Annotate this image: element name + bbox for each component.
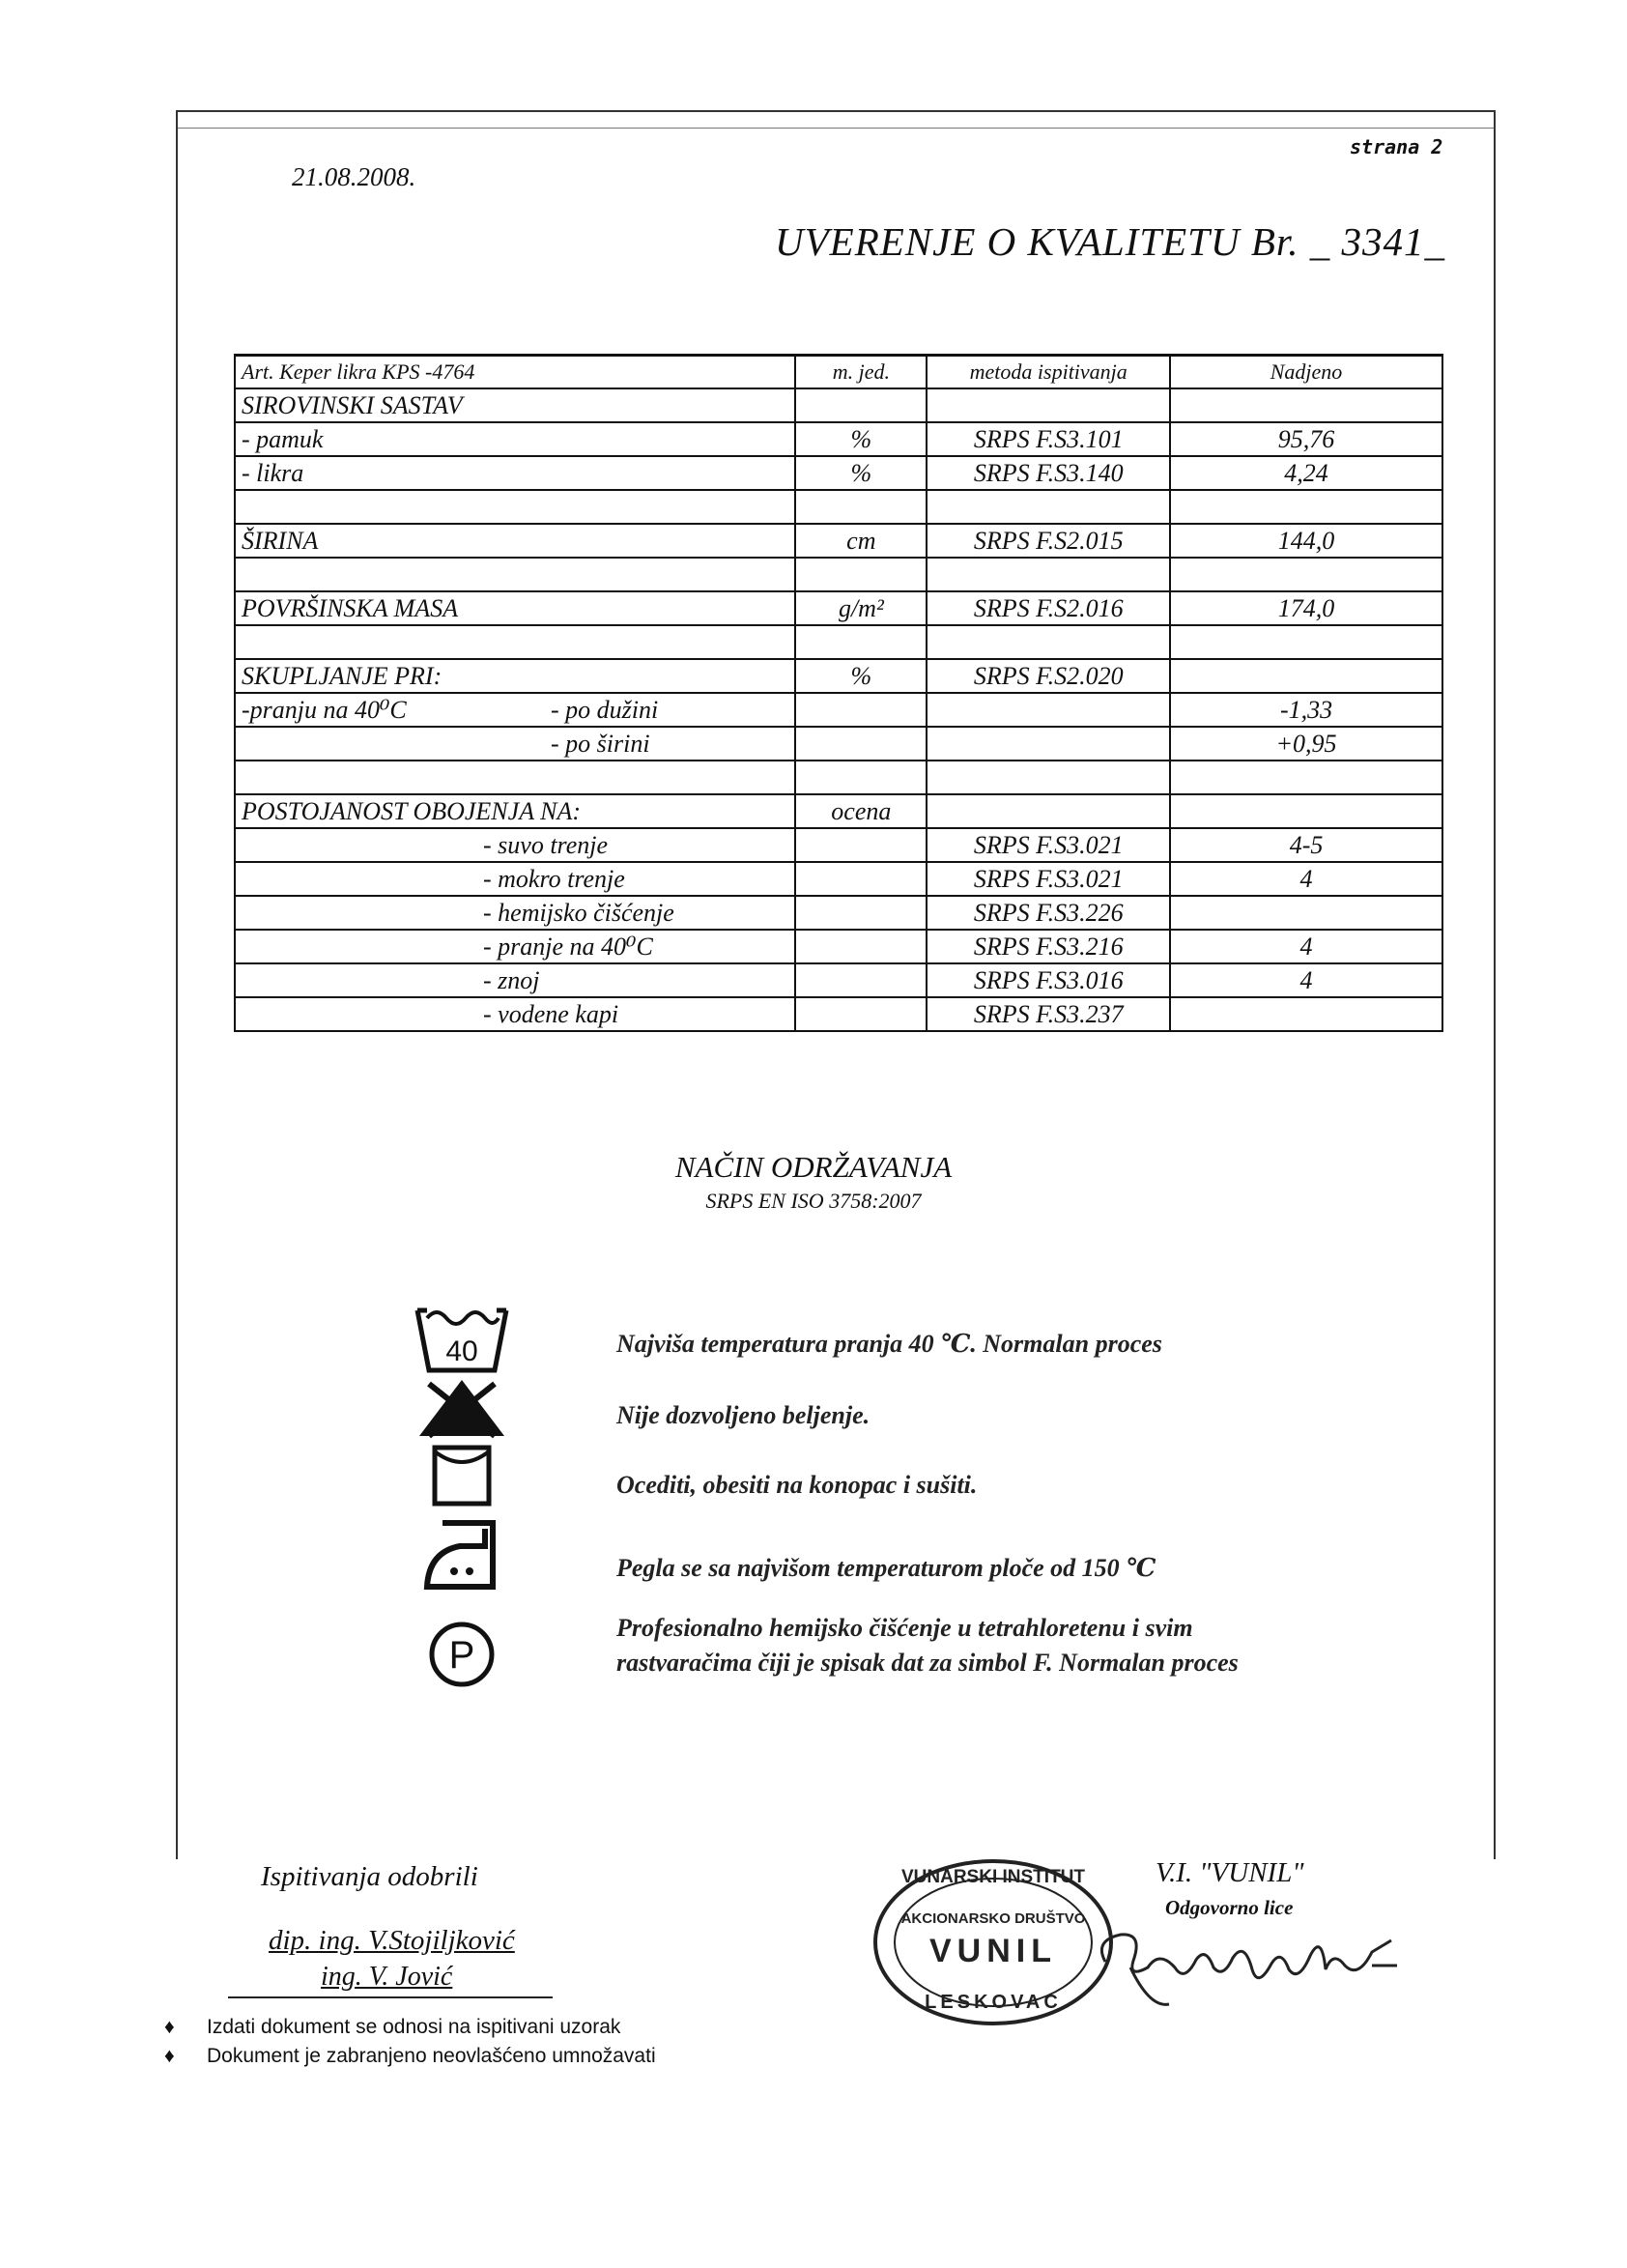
page-frame-top xyxy=(176,110,1496,112)
table-row xyxy=(235,659,1442,693)
row-label: - mokro trenje xyxy=(483,864,625,893)
approver-name-1: dip. ing. V.Stojiljković xyxy=(269,1925,515,1956)
page-frame-left xyxy=(176,110,178,1859)
svg-text:LESKOVAC: LESKOVAC xyxy=(925,1992,1062,2013)
row-method: SRPS F.S3.016 xyxy=(927,963,1170,997)
table-row xyxy=(235,524,1442,558)
organization-name: V.I. "VUNIL" xyxy=(1156,1857,1304,1888)
row-method: SRPS F.S3.237 xyxy=(927,997,1170,1031)
row-sublabel: - po širini xyxy=(551,729,650,758)
table-row-empty xyxy=(235,558,1442,591)
table-row xyxy=(235,828,1442,862)
row-unit: cm xyxy=(795,524,927,558)
care-text-bleach: Nije dozvoljeno beljenje. xyxy=(616,1401,871,1429)
table-row xyxy=(235,963,1442,997)
care-text-dryclean-2: rastvaračima čiji je spisak dat za simbol F. Normalan proces xyxy=(616,1649,1239,1677)
row-label: POVRŠINSKA MASA xyxy=(235,591,795,625)
page-frame-right xyxy=(1494,110,1496,1859)
wash-40-icon xyxy=(414,1306,510,1374)
row-value: 4 xyxy=(1170,862,1442,896)
no-bleach-icon xyxy=(414,1376,510,1440)
svg-text:VUNARSKI INSTITUT: VUNARSKI INSTITUT xyxy=(901,1867,1085,1887)
table-row xyxy=(235,896,1442,930)
table-row xyxy=(235,591,1442,625)
row-value: 144,0 xyxy=(1170,524,1442,558)
note-item: ♦ Dokument je zabranjeno neovlašćeno umnožavati xyxy=(164,2045,656,2067)
approved-by-label: Ispitivanja odobrili xyxy=(261,1861,478,1892)
row-label: - hemijsko čišćenje xyxy=(483,898,674,927)
care-title: NAČIN ODRŽAVANJA xyxy=(674,1150,953,1184)
svg-text:AKCIONARSKO DRUŠTVO: AKCIONARSKO DRUŠTVO xyxy=(900,1910,1086,1927)
header-unit: m. jed. xyxy=(795,356,927,389)
header-method: metoda ispitivanja xyxy=(927,356,1170,389)
handwritten-signature xyxy=(1092,1911,1401,2018)
row-method: SRPS F.S3.216 xyxy=(927,930,1170,963)
table-row xyxy=(235,693,1442,727)
row-label: - vodene kapi xyxy=(483,999,619,1028)
company-stamp xyxy=(868,1853,1119,2031)
line-dry-icon xyxy=(414,1444,510,1507)
row-label: - suvo trenje xyxy=(483,830,608,859)
signature-line xyxy=(228,1996,553,1998)
table-row xyxy=(235,997,1442,1031)
row-method: SRPS F.S3.021 xyxy=(927,862,1170,896)
row-label: POSTOJANOST OBOJENJA NA: xyxy=(235,794,795,828)
note-item: ♦ Izdati dokument se odnosi na ispitivani uzorak xyxy=(164,2016,621,2038)
header-article: Art. Keper likra KPS -4764 xyxy=(235,356,795,389)
table-row xyxy=(235,456,1442,490)
approver-name-2: ing. V. Jović xyxy=(321,1962,453,1992)
care-text-dryclean-1: Profesionalno hemijsko čišćenje u tetrahloretenu i svim xyxy=(616,1614,1193,1642)
row-value: 174,0 xyxy=(1170,591,1442,625)
svg-text:P: P xyxy=(448,1634,475,1677)
responsible-person-label: Odgovorno lice xyxy=(1165,1896,1294,1919)
care-standard: SRPS EN ISO 3758:2007 xyxy=(705,1189,922,1213)
svg-text:VUNIL: VUNIL xyxy=(929,1933,1057,1969)
row-method: SRPS F.S3.101 xyxy=(927,422,1170,456)
iron-150-icon xyxy=(414,1517,510,1594)
row-unit: % xyxy=(795,659,927,693)
row-method: SRPS F.S2.015 xyxy=(927,524,1170,558)
row-unit: % xyxy=(795,456,927,490)
header-found: Nadjeno xyxy=(1170,356,1442,389)
row-label: -pranju na 40⁰C xyxy=(242,695,407,724)
row-method: SRPS F.S3.140 xyxy=(927,456,1170,490)
table-row xyxy=(235,930,1442,963)
row-value: +0,95 xyxy=(1170,727,1442,761)
row-value: 4,24 xyxy=(1170,456,1442,490)
row-label: SIROVINSKI SASTAV xyxy=(235,388,795,422)
row-method: SRPS F.S2.016 xyxy=(927,591,1170,625)
row-label: - pranje na 40⁰C xyxy=(483,932,653,961)
row-method: SRPS F.S3.021 xyxy=(927,828,1170,862)
row-unit: ocena xyxy=(795,794,927,828)
row-value: -1,33 xyxy=(1170,693,1442,727)
table-row-empty xyxy=(235,625,1442,659)
dry-clean-p-icon xyxy=(414,1620,510,1689)
table-row xyxy=(235,794,1442,828)
page-frame-top-inner xyxy=(176,128,1496,129)
row-value: 4 xyxy=(1170,963,1442,997)
table-header-row xyxy=(235,356,1442,389)
table-row xyxy=(235,388,1442,422)
care-text-wash: Najviša temperatura pranja 40 ℃. Normalan proces xyxy=(616,1330,1162,1358)
care-text-dry: Ocediti, obesiti na konopac i sušiti. xyxy=(616,1471,978,1499)
row-value: 4-5 xyxy=(1170,828,1442,862)
table-row xyxy=(235,422,1442,456)
row-unit: g/m² xyxy=(795,591,927,625)
row-label: - likra xyxy=(235,456,795,490)
row-label: - pamuk xyxy=(235,422,795,456)
quality-table xyxy=(234,354,1443,1032)
bullet-icon: ♦ xyxy=(164,2016,175,2038)
care-text-iron: Pegla se sa najvišom temperaturom ploče od 150 ℃ xyxy=(616,1554,1156,1582)
row-label: ŠIRINA xyxy=(235,524,795,558)
row-method: SRPS F.S3.226 xyxy=(927,896,1170,930)
svg-text:40: 40 xyxy=(445,1335,478,1367)
page-number: strana 2 xyxy=(1350,135,1443,158)
table-row xyxy=(235,862,1442,896)
row-value: 4 xyxy=(1170,930,1442,963)
row-unit: % xyxy=(795,422,927,456)
document-title: UVERENJE O KVALITETU Br. _ 3341_ xyxy=(775,219,1446,264)
bullet-icon: ♦ xyxy=(164,2045,175,2067)
row-label: SKUPLJANJE PRI: xyxy=(235,659,795,693)
row-label: - znoj xyxy=(483,965,540,994)
table-row-empty xyxy=(235,761,1442,794)
document-date: 21.08.2008. xyxy=(292,162,416,191)
row-sublabel: - po dužini xyxy=(551,695,659,724)
row-value: 95,76 xyxy=(1170,422,1442,456)
table-row xyxy=(235,727,1442,761)
row-method: SRPS F.S2.020 xyxy=(927,659,1170,693)
table-row-empty xyxy=(235,490,1442,524)
